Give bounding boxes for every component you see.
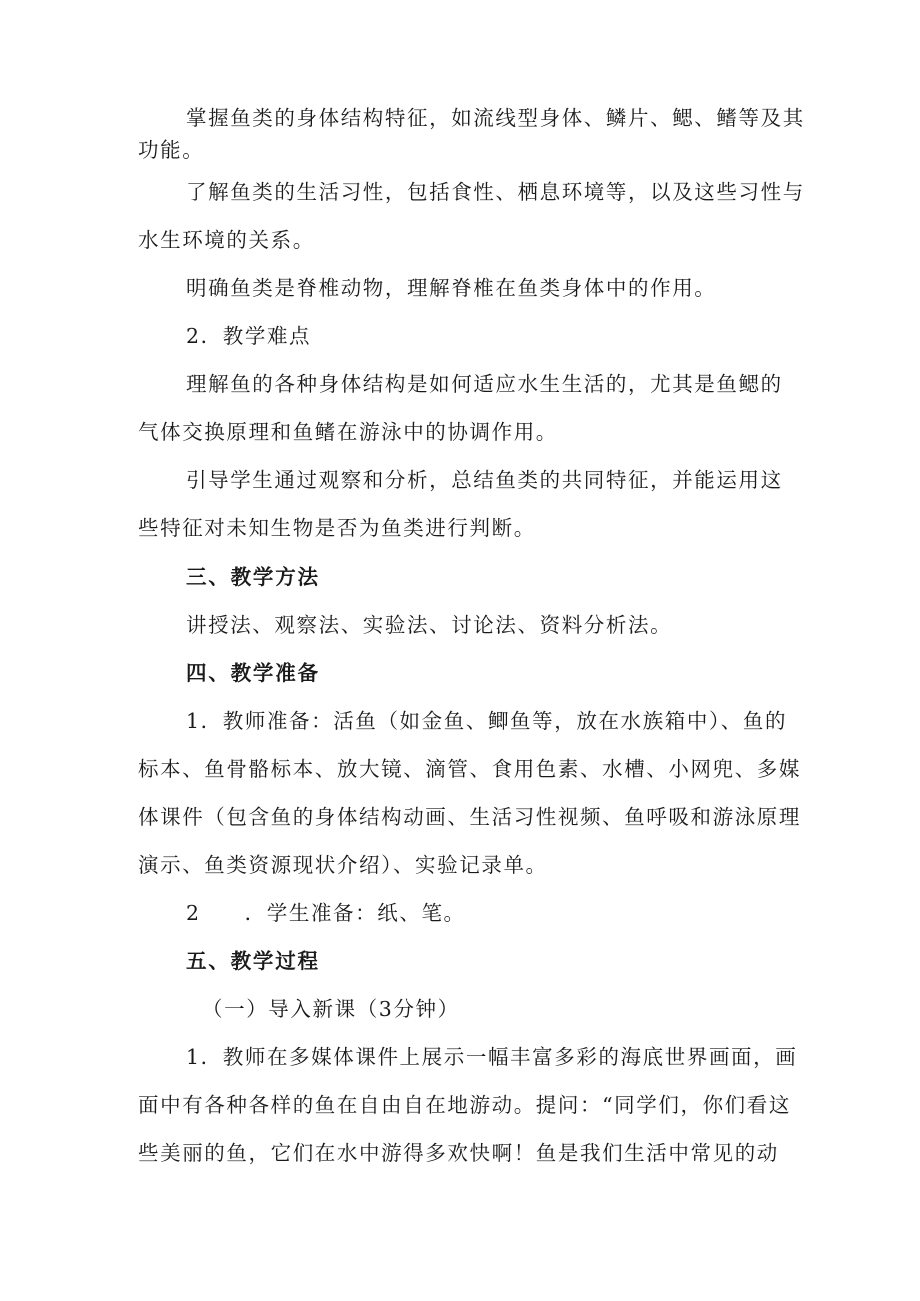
paragraph-line: 演示、鱼类资源现状介绍）、实验记录单。 <box>138 853 548 877</box>
list-number: 2 <box>186 901 201 925</box>
paragraph-line: 了解鱼类的生活习性，包括食性、栖息环境等，以及这些习性与 <box>186 180 805 204</box>
paragraph-line: 水生环境的关系。 <box>138 228 315 252</box>
paragraph-line: 气体交换原理和鱼鳍在游泳中的协调作用。 <box>138 420 558 444</box>
section-heading: 三、教学方法 <box>186 565 320 589</box>
section-heading: 四、教学准备 <box>186 661 320 685</box>
paragraph-line: 标本、鱼骨骼标本、放大镜、滴管、食用色素、水槽、小网兜、多媒 <box>138 757 801 781</box>
paragraph-line: 功能。 <box>138 138 205 162</box>
paragraph-line: 1．教师在多媒体课件上展示一幅丰富多彩的海底世界画面，画 <box>186 1045 798 1069</box>
paragraph-line: 1．教师准备：活鱼（如金鱼、鲫鱼等，放在水族箱中）、鱼的 <box>186 709 788 733</box>
paragraph-line: 引导学生通过观察和分析，总结鱼类的共同特征，并能运用这 <box>186 468 783 492</box>
paragraph-line: 理解鱼的各种身体结构是如何适应水生生活的，尤其是鱼鳃的 <box>186 372 783 396</box>
section-heading: 五、教学过程 <box>186 949 320 973</box>
list-text: ．学生准备：纸、笔。 <box>244 901 466 925</box>
paragraph-line: 体课件（包含鱼的身体结构动画、生活习性视频、鱼呼吸和游泳原理 <box>138 805 801 829</box>
subsection-heading: 2．教学难点 <box>186 324 312 348</box>
subsection-heading: （一）导入新课（3分钟） <box>202 997 460 1021</box>
paragraph-line: 些美丽的鱼，它们在水中游得多欢快啊！鱼是我们生活中常见的动 <box>138 1141 779 1165</box>
paragraph-line: 些特征对未知生物是否为鱼类进行判断。 <box>138 516 536 540</box>
paragraph-line: 讲授法、观察法、实验法、讨论法、资料分析法。 <box>186 613 673 637</box>
paragraph-line: 明确鱼类是脊椎动物，理解脊椎在鱼类身体中的作用。 <box>186 276 717 300</box>
paragraph-line: 掌握鱼类的身体结构特征，如流线型身体、鳞片、鳃、鳍等及其 <box>186 106 805 130</box>
paragraph-line: 面中有各种各样的鱼在自由自在地游动。提问：“同学们，你们看这 <box>138 1093 791 1117</box>
paragraph-line <box>186 899 466 927</box>
